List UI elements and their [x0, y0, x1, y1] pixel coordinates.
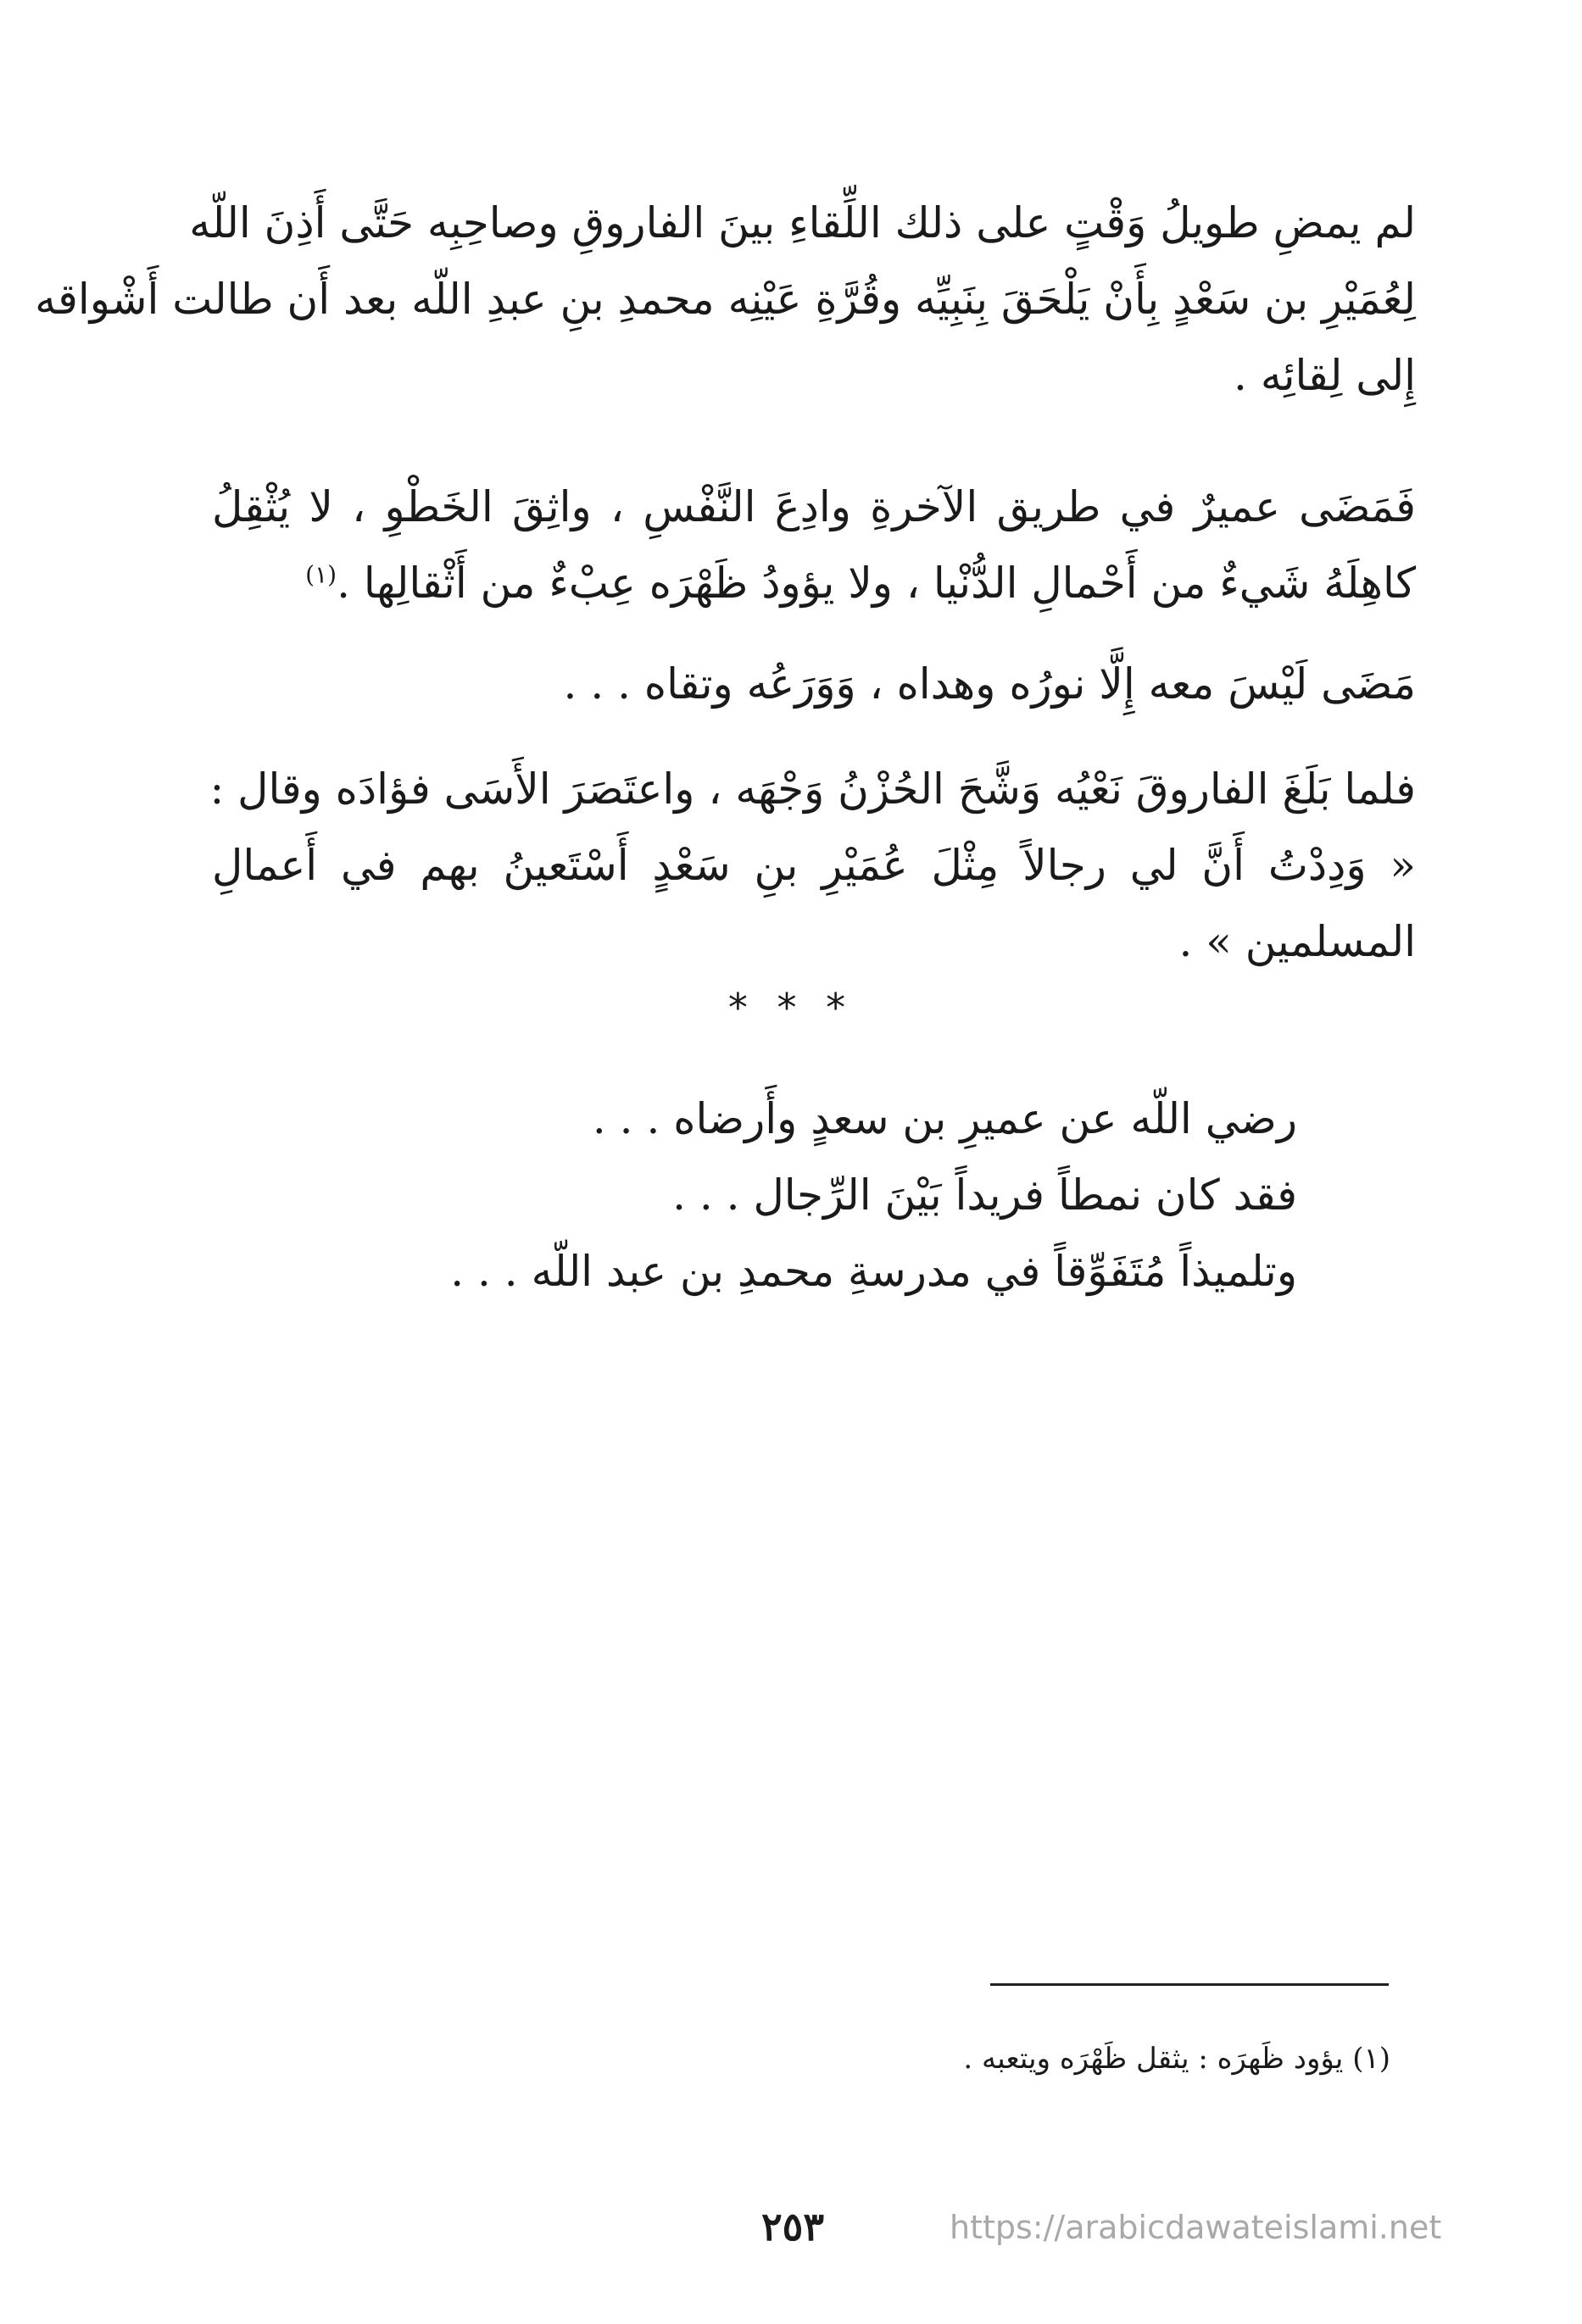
paragraph-line: لم يمضِ طويلُ وَقْتٍ على ذلك اللِّقاءِ بينَ الفاروقِ وصاحِبِه حَتَّى أَذِنَ اللّه	[189, 198, 1416, 247]
closing-line: فقد كان نمطاً فريداً بَيْنَ الرِّجال . . .	[672, 1170, 1297, 1220]
paragraph-line: المسلمين » .	[1178, 917, 1416, 966]
footnote-divider	[990, 1983, 1389, 1986]
paragraph-line: مَضَى لَيْسَ معه إِلَّا نورُه وهداه ، وَوَرَعُه وتقاه . . .	[563, 659, 1416, 709]
paragraph-line: « وَدِدْتُ أَنَّ لي رجالاً مِثْلَ عُمَيْرِ بنِ سَعْدٍ أَسْتَعينُ بهم في أَعمالِ	[212, 841, 1416, 890]
line-text: كاهِلَهُ شَيءٌ من أَحْمالِ الدُّنْيا ، ولا يؤودُ ظَهْرَه عِبْءٌ من أَثْقالِها .	[337, 559, 1416, 608]
footnote: (١) يؤود ظَهرَه : يثقل ظَهْرَه ويتعبه .	[963, 2042, 1390, 2076]
section-separator: * * *	[727, 985, 855, 1031]
paragraph-4	[209, 751, 1416, 980]
paragraph-line	[212, 545, 1416, 621]
paragraph-line: لِعُمَيْرِ بن سَعْدٍ بِأَنْ يَلْحَقَ بِنَبِيِّه وقُرَّةِ عَيْنِه محمدِ بنِ عبدِ اللّه بعد أَن طالت أَشْواقه	[35, 275, 1416, 324]
closing-verses	[450, 1081, 1297, 1309]
paragraph-2	[212, 469, 1416, 621]
paragraph-line: فَمَضَى عميرٌ في طريق الآخرةِ وادِعَ النَّفْسِ ، واثِقَ الخَطْوِ ، لا يُثْقِلُ	[212, 482, 1416, 531]
footnote-marker: (١)	[305, 560, 337, 589]
paragraph-line: إِلى لِقائِه .	[1234, 351, 1416, 400]
watermark-url: https://arabicdawateislami.net	[950, 2209, 1442, 2246]
closing-line: رضي اللّه عن عميرِ بن سعدٍ وأَرضاه . . .	[592, 1094, 1297, 1143]
page-number: ٢٥٣	[760, 2204, 825, 2249]
paragraph-line: فلما بَلَغَ الفاروقَ نَعْيُه وَشَّحَ الحُزْنُ وَجْهَه ، واعتَصَرَ الأَسَى فؤادَه وقال :	[209, 764, 1416, 814]
paragraph-1	[35, 185, 1416, 414]
paragraph-3	[212, 646, 1416, 722]
closing-line: وتلميذاً مُتَفَوِّقاً في مدرسةِ محمدِ بن عبد اللّه . . .	[450, 1247, 1297, 1296]
